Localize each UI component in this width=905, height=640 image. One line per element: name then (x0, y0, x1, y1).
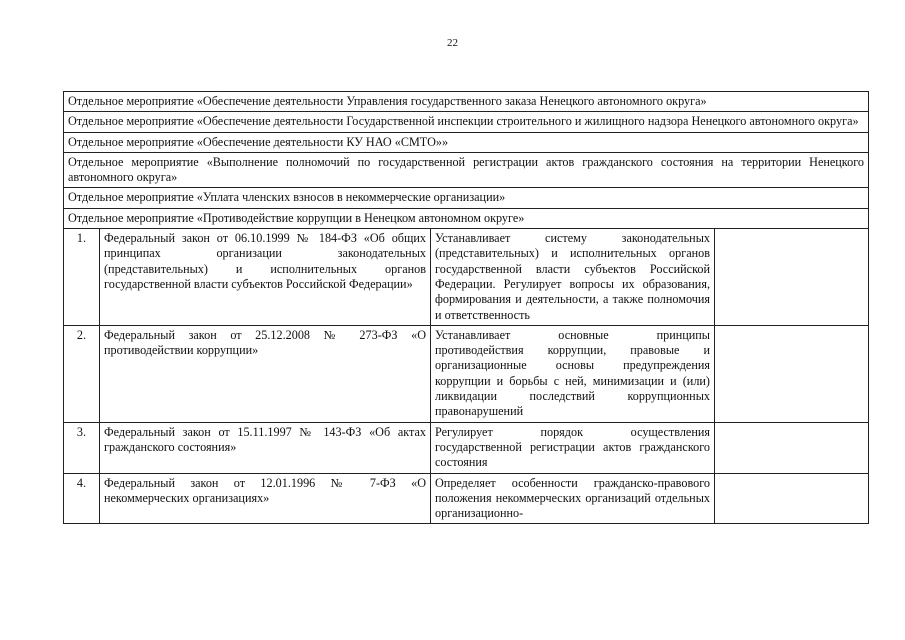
section-header: Отдельное мероприятие «Обеспечение деятельности Государственной инспекции строительного и жилищного надзора Ненецкого автономного округа» (64, 112, 869, 132)
empty-cell (715, 473, 869, 524)
row-number: 3. (64, 422, 100, 473)
law-description: Устанавливает систему законодательных (представительных) и исполнительных органов государственной власти субъектов Российской Федерации. Регулирует вопросы их образования, формирования и деятельности, а также полномочия и ответственность (431, 229, 715, 326)
section-header: Отдельное мероприятие «Обеспечение деятельности КУ НАО «СМТО»» (64, 132, 869, 152)
section-header: Отдельное мероприятие «Выполнение полномочий по государственной регистрации актов гражданского состояния на территории Ненецкого автономного округа» (64, 152, 869, 188)
section-header-row (64, 112, 869, 132)
table-row (64, 229, 869, 326)
page-number: 22 (447, 37, 458, 49)
empty-cell (715, 325, 869, 422)
section-header-row (64, 188, 869, 208)
row-number: 4. (64, 473, 100, 524)
legal-acts-table (63, 91, 869, 524)
law-title: Федеральный закон от 15.11.1997 № 143-ФЗ «Об актах гражданского состояния» (100, 422, 431, 473)
law-title: Федеральный закон от 12.01.1996 № 7-ФЗ «О некоммерческих организациях» (100, 473, 431, 524)
section-header-row (64, 92, 869, 112)
section-header: Отдельное мероприятие «Противодействие коррупции в Ненецком автономном округе» (64, 208, 869, 228)
section-header-row (64, 132, 869, 152)
section-header-row (64, 152, 869, 188)
law-title: Федеральный закон от 25.12.2008 № 273-ФЗ «О противодействии коррупции» (100, 325, 431, 422)
table-row (64, 473, 869, 524)
empty-cell (715, 229, 869, 326)
law-description: Определяет особенности гражданско-правового положения некоммерческих организаций отдельных организационно- (431, 473, 715, 524)
law-description: Устанавливает основные принципы противодействия коррупции, правовые и организационные основы предупреждения коррупции и борьбы с ней, минимизации и (или) ликвидации последствий коррупционных правонарушений (431, 325, 715, 422)
section-header: Отдельное мероприятие «Уплата членских взносов в некоммерческие организации» (64, 188, 869, 208)
row-number: 2. (64, 325, 100, 422)
section-header-row (64, 208, 869, 228)
table-row (64, 422, 869, 473)
law-description: Регулирует порядок осуществления государственной регистрации актов гражданского состояния (431, 422, 715, 473)
table-row (64, 325, 869, 422)
section-header: Отдельное мероприятие «Обеспечение деятельности Управления государственного заказа Ненецкого автономного округа» (64, 92, 869, 112)
row-number: 1. (64, 229, 100, 326)
law-title: Федеральный закон от 06.10.1999 № 184-ФЗ «Об общих принципах организации законодательных (представительных) и исполнительных органов государственной власти субъектов Российской Федерации» (100, 229, 431, 326)
empty-cell (715, 422, 869, 473)
